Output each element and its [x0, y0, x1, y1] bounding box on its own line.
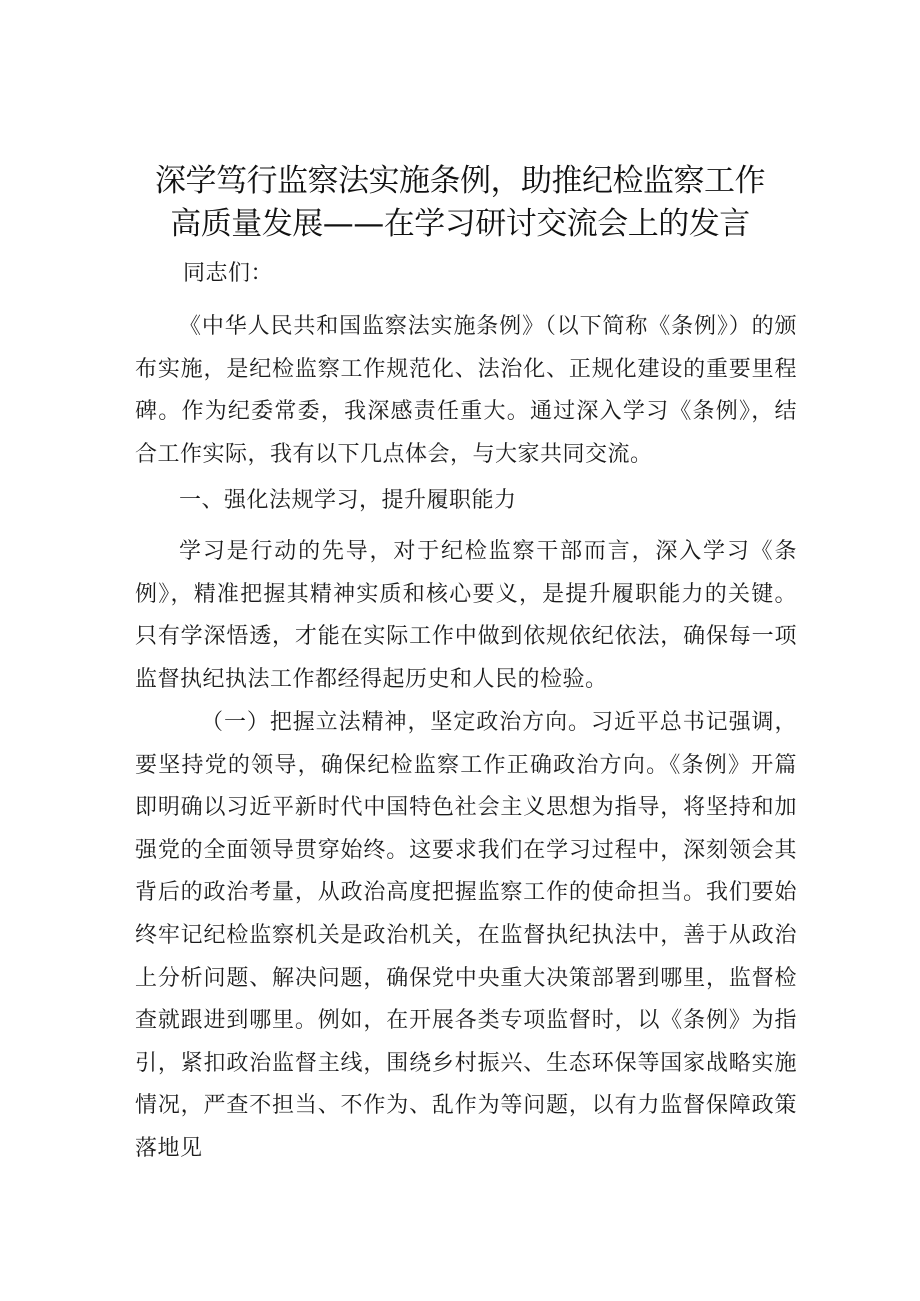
document-title-line-1: 深学笃行监察法实施条例，助推纪检监察工作	[155, 163, 765, 199]
paragraph-subsection-1: （一）把握立法精神，坚定政治方向。习近平总书记强调，要坚持党的领导，确保纪检监察工作正确政治方向。《条例》开篇即明确以习近平新时代中国特色社会主义思想为指导，将坚持和加强党的全面领导贯穿始终。这要求我们在学习过程中，深刻领会其背后的政治考量，从政治高度把握监察工作的使命担当。我们要始终牢记纪检监察机关是政治机关，在监督执纪执法中，善于从政治上分析问题、解决问题，确保党中央重大决策部署到哪里，监督检查就跟进到哪里。例如，在开展各类专项监督时，以《条例》为指引，紧扣政治监督主线，围绕乡村振兴、生态环保等国家战略实施情况，严查不担当、不作为、乱作为等问题，以有力监督保障政策落地见	[135, 710, 797, 1161]
document-title-line-2: 高质量发展——在学习研讨交流会上的发言	[170, 206, 750, 242]
section-heading-1: 一、强化法规学习，提升履职能力	[179, 488, 517, 513]
paragraph-section-1: 学习是行动的先导，对于纪检监察干部而言，深入学习《条例》，精准把握其精神实质和核心要义，是提升履职能力的关键。只有学深悟透，才能在实际工作中做到依规依纪依法，确保每一项监督执纪执法工作都经得起历史和人民的检验。	[135, 539, 797, 692]
greeting: 同志们：	[183, 261, 274, 286]
paragraph-intro: 《中华人民共和国监察法实施条例》（以下简称《条例》）的颁布实施，是纪检监察工作规范化、法治化、正规化建设的重要里程碑。作为纪委常委，我深感责任重大。通过深入学习《条例》，结合工作实际，我有以下几点体会，与大家共同交流。	[135, 314, 797, 467]
